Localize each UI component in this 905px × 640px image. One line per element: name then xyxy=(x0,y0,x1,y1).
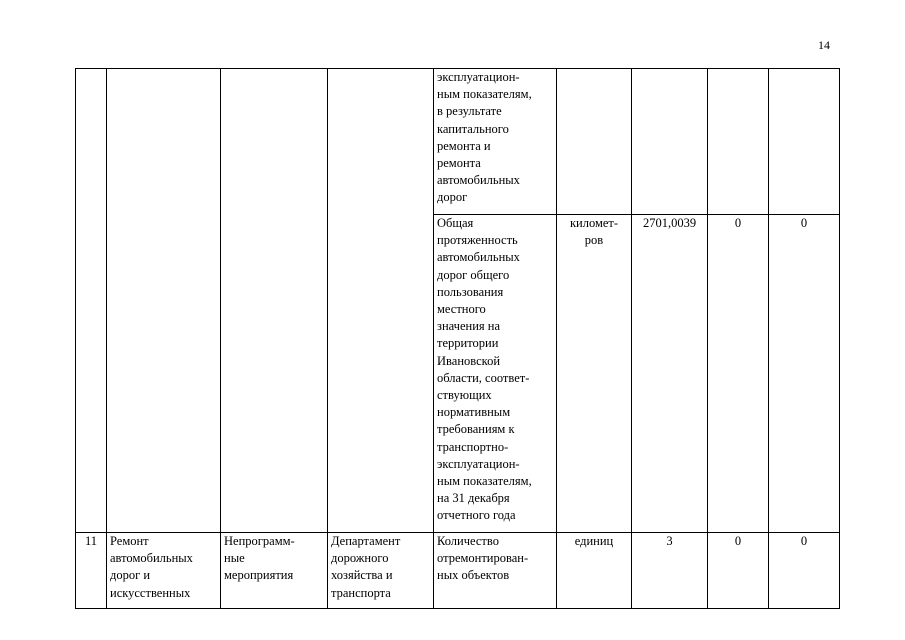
executor-line: транспорта xyxy=(331,585,391,600)
indicator-line: транспортно- xyxy=(437,439,509,454)
indicator-line: Ивановской xyxy=(437,353,501,368)
indicator-line: ствующих xyxy=(437,388,492,403)
cell-executor xyxy=(328,69,434,533)
cell-value-2: 0 xyxy=(708,215,769,533)
page-number: 14 xyxy=(818,38,830,52)
indicator-line: в результате xyxy=(437,104,502,119)
cell-value-1: 2701,0039 xyxy=(632,215,708,533)
unit-line: километ- xyxy=(569,216,619,230)
indicator-line: значения на xyxy=(437,319,501,334)
indicator-line: капитального xyxy=(437,121,509,136)
program-indicators-table xyxy=(75,68,840,609)
cell-value-2 xyxy=(708,69,769,215)
cell-value-3: 0 xyxy=(769,533,840,609)
indicator-line: автомобильных xyxy=(437,173,520,188)
indicator-line: эксплуатацион- xyxy=(437,456,520,471)
indicator-line: области, соответ- xyxy=(437,370,530,385)
program-line: ные xyxy=(224,551,245,566)
cell-executor xyxy=(328,533,434,609)
indicator-line: нормативным xyxy=(437,405,511,420)
indicator-line: Количество xyxy=(437,534,499,548)
indicator-line: дорог xyxy=(437,190,468,205)
cell-value-1 xyxy=(632,69,708,215)
program-line: мероприятия xyxy=(224,568,294,583)
cell-num: 11 xyxy=(76,533,107,609)
indicator-line: на 31 декабря xyxy=(437,491,510,506)
executor-line: Департамент xyxy=(331,534,401,548)
cell-value-3: 0 xyxy=(769,215,840,533)
name-line: Ремонт xyxy=(110,534,149,548)
cell-unit xyxy=(557,215,632,533)
cell-program xyxy=(221,69,328,533)
indicator-line: ремонта и xyxy=(437,138,491,153)
cell-program xyxy=(221,533,328,609)
executor-line: дорожного xyxy=(331,551,389,566)
indicator-line: ным показателям, xyxy=(437,474,532,489)
cell-value-2: 0 xyxy=(708,533,769,609)
unit-line: ров xyxy=(584,233,604,248)
cell-value-3 xyxy=(769,69,840,215)
cell-unit: единиц xyxy=(557,533,632,609)
cell-value-1: 3 xyxy=(632,533,708,609)
indicator-line: пользования xyxy=(437,284,504,299)
cell-name xyxy=(107,533,221,609)
cell-unit xyxy=(557,69,632,215)
indicator-line: территории xyxy=(437,336,499,351)
indicator-line: эксплуатацион- xyxy=(437,70,520,84)
indicator-line: ных объектов xyxy=(437,568,510,583)
name-line: искусственных xyxy=(110,585,191,600)
program-line: Непрограмм- xyxy=(224,534,295,548)
indicator-line: ным показателям, xyxy=(437,87,532,102)
indicator-line: требованиям к xyxy=(437,422,515,437)
table-row xyxy=(76,69,840,215)
indicator-line: дорог общего xyxy=(437,267,510,282)
cell-num xyxy=(76,69,107,533)
name-line: дорог и xyxy=(110,568,151,583)
indicator-line: отчетного года xyxy=(437,508,516,523)
indicator-line: протяженность xyxy=(437,233,518,248)
table-row xyxy=(76,533,840,609)
indicator-line: ремонта xyxy=(437,156,481,171)
indicator-line: местного xyxy=(437,302,486,317)
indicator-line: Общая xyxy=(437,216,474,230)
cell-name xyxy=(107,69,221,533)
cell-indicator xyxy=(434,69,557,215)
executor-line: хозяйства и xyxy=(331,568,393,583)
indicator-line: автомобильных xyxy=(437,250,520,265)
name-line: автомобильных xyxy=(110,551,193,566)
cell-indicator xyxy=(434,215,557,533)
cell-indicator xyxy=(434,533,557,609)
indicator-line: отремонтирован- xyxy=(437,551,529,566)
